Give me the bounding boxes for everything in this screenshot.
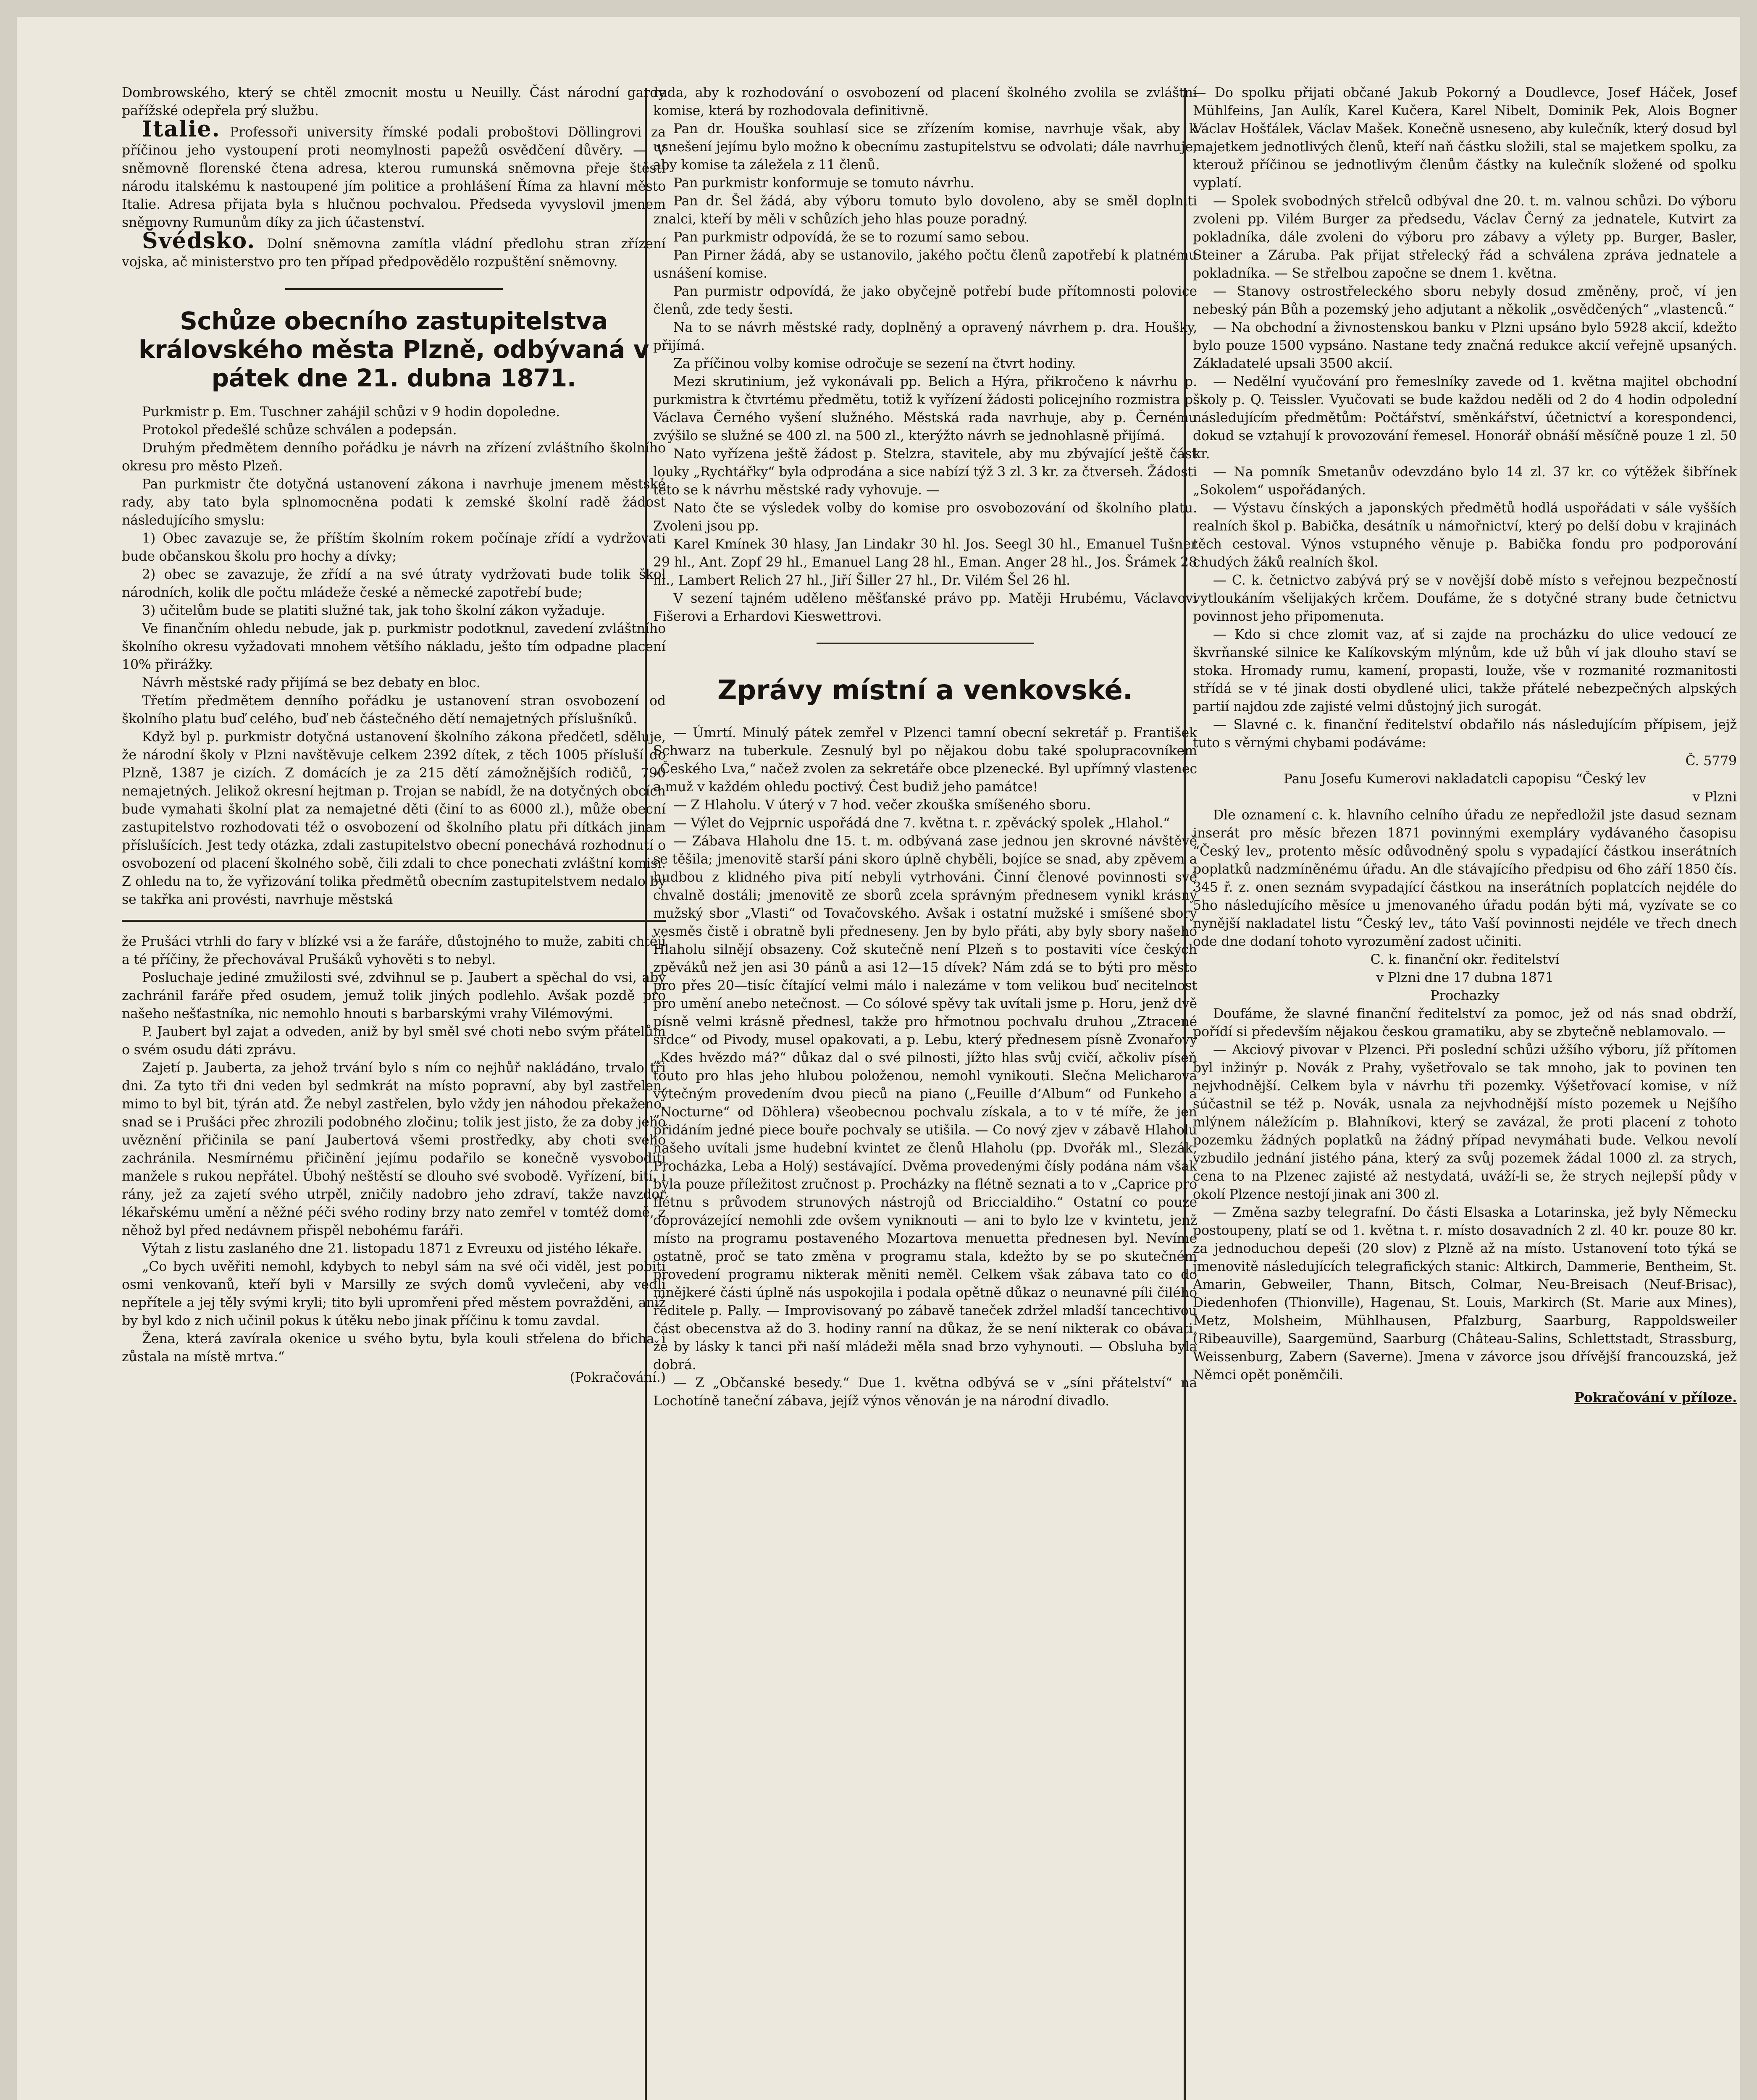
continuation-text: Dombrowského, který se chtěl zmocnit mostu u Neuilly. Část národní gardy pařížské odepřela prý službu. [122,85,666,118]
local-news-item: — Zábava Hlaholu dne 15. t. m. odbývaná zase jednou jen skrovné návštěvě se těšila; jmenovitě starší páni skoro úplně chyběli, bojíce se snad, aby zpěvem a hudbou z klidného piva pití nebyli vytrhováni. Činní členové povinnosti své chvalně dostáli; jmenovitě ze sborů zcela správným přednesem vynikl krásný mužský sbor „Vlasti“ od Tovačovského. Avšak i ostatní mužské i smíšené sbory vesměs čistě i obratně byli předneseny. Jen by bylo přáti, aby byly sbory našeho Hlaholu silnějí obsazeny. Což skutečně není Plzeň s to postaviti více českých zpěváků než jen asi 30 pánů a asi 12—15 dívek? Nám zdá se to býti pro město pro přes 20—tisíc čítající velmi málo i nalezáme v tom velikou buď necitelnost pro umění anebo netečnost. — Co sólové spěvy tak uvítali jsme p. Horu, jenž dvě písně velmi krásně přednesl, takže pro hřmotnou pochvalu druhou „Ztracené srdce“ od Pivody, musel opakovati, a p. Lebu, který přednesem písně Zvonařovy „Kdes hvězdo má?“ důkaz dal o své pilnosti, jížto hlas svůj cvičí, ačkoliv píseň touto pro hlas jeho hlubou položenou, nemohl vynikouti. Slečna Melicharova výtečným provedením dvou pieců na piano („Feuille d’Album“ od Funkeho a „Nocturne“ od Döhlera) všeobecnou pochvalu získala, a to v té míře, že jen přidáním jedné piece bouře pochvaly se utišila. — Co nový zjev v zábavě Hlaholu našeho uvítali jsme hudební kvintet ze členů Hlaholu (pp. Dvořák ml., Slezák, Procházka, Leba a Holý) sestávající. Dvěma provedenými čísly podána nám však byla pouze příležitost zručnost p. Procházky na flétně seznati a to v „Caprice pro flétnu s průvodem strunových nástrojů od Briccialdiho.“ Ostatní co pouze doprovázející nemohli zde ovšem vyniknouti — ani to bylo lze v kvintetu, jenž místo na programu postaveného Mozartova menuetta přednesen byl. Nevíme ostatně, proč se tato změna v programu stala, kdežto by se po skutečném provedení programu nikterak měniti neměl. Celkem však zábava tato co do mnějkeré části úplně nás uspokojila i podala opětně důkaz o neunavné píli čilého ředitele p. Pally. — Improvisovaný po zábavě taneček zdržel mladší tancechtivou část obecenstva až do 3. hodiny ranní na důkaz, že se není nikterak co obávati, že by lásky k tanci při naší mládeži měla snad brzo vyhynouti. — Obsluha byla dobrá. [653,834,1197,1373]
paragraph: Na to se návrh městské rady, doplněný a opravený návrhem p. dra. Houšky, přijímá. [653,320,1197,353]
paragraph: Za příčinou volby komise odročuje se sezení na čtvrt hodiny. [673,356,1076,371]
local-news-item: — Kdo si chce zlomit vaz, ať si zajde na procházku do ulice vedoucí ze škvrňanské silnice ke Kalíkovským mlýnům, kde už bůh ví jak dlouho staví se stoka. Hromady rumu, kamení, propasti, louže, vše v rozmanité rozmanitosti střídá se v té jinak dosti obydlené ulici, takže přátelé nebezpečných alpských partií najdou zde zajisté velmi důstojný jich surogát. [1193,627,1737,714]
local-news-item: — Na pomník Smetanův odevzdáno bylo 14 zl. 37 kr. co výtěžek šibřínek „Sokolem“ uspořádaných. [1193,465,1737,498]
document-body: Dle oznamení c. k. hlavního celního úřadu ze nepředložil jste dasud seznam inserát pro měsíc březen 1871 povinnými exempláry vydávaného časopisu “Český lev„ protento měsíc odůvodněný spolu s vypadající částkou inserátních poplatků nadzmíněnému úřadu. An dle stávajícího předpisu od 6ho září 1850 čís. 345 ř. z. onen seznám svypadající částkou na inserátních poplatcích nejdéle do 5ho následujícího měsíce u jmenovaného úřadu podán býti má, vyzívate se co nynější nakladatel listu “Český lev„ táto Vaší povinnosti nejdéle ve třech dnech ode dne dodaní tohoto vyrozumění zadost učiniti. [1193,808,1737,949]
paragraph: Protokol předešlé schůze schválen a podepsán. [142,423,457,438]
paragraph: Nato čte se výsledek volby do komise pro osvobozování od školního platu. Zvoleni jsou pp. [653,501,1197,534]
local-news-item: — Z Hlaholu. V úterý v 7 hod. večer zkouška smíšeného sboru. [673,798,1091,813]
local-news-item: — Z „Občanské besedy.“ Due 1. května odbývá se v „síni přátelství“ na Lochotíně taneční zábava, jejíž výnos věnován je na národní divadlo. [653,1376,1197,1409]
document-signature: C. k. finanční okr. ředitelství [1370,952,1560,967]
document-addressee: Panu Josefu Kumerovi nakladatcli capopisu “Český lev [1284,772,1646,787]
local-news-item: — Výstavu čínských a japonských předmětů hodlá uspořádati v sále vyšších realních škol p. Babička, desátník u námořnictví, který po delší dobu v krajinách těch cestoval. Výnos vstupného věnuje p. Babička fondu pro podporování chudých žáků realních škol. [1193,501,1737,570]
country-label-sweden: Švédsko. [142,228,256,254]
paragraph: V sezení tajném uděleno měšťanské právo pp. Matěji Hrubému, Václavovi Fišerovi a Erhardovi Kieswettrovi. [653,591,1197,624]
paragraph: Nato vyřízena ještě žádost p. Stelzra, stavitele, aby mu zbývající ještě část louky „Rychtářky“ byla odprodána a sice nabízí týž 3 zl. 3 kr. za čtverseh. Žádosti této se k návrhu městské rady vyhovuje. — [653,446,1197,498]
paragraph: Pan Pirner žádá, aby se ustanovilo, jakého počtu členů zapotřebí k platnému usnášení komise. [653,248,1197,281]
local-news-item: — Nedělní vyučování pro řemeslníky zavede od 1. května majitel obchodní školy p. Q. Teissler. Vyučovati se bude každou neděli od 2 do 4 hodin odpolední následujícím předmětům: Počtářství, směnkářství, účetnictví a korespondenci, dokud se vztahují k provozování řemesel. Honorář obnáší měsíčně pouze 1 zl. 50 kr. [1193,374,1737,462]
newspaper-page [17,17,1740,2100]
italy-news [122,116,666,232]
local-news-item: — Do spolku přijati občané Jakub Pokorný a Doudlevce, Josef Háček, Josef Mühlfeins, Jan Aulík, Karel Kučera, Karel Nibelt, Dominik Pek, Alois Bogner Václav Hošťálek, Václav Mašek. Konečně usneseno, aby kulečník, který dosud byl majetkem jednotlivých členů, kteří naň částku složili, stal se majetkem spolku, za kterouž příčinou se jednotlivým členům částky na kulečník složené od spolku vyplatí. [1193,85,1737,191]
story-paragraph: P. Jaubert byl zajat a odveden, aniž by byl směl své choti nebo svým přátelům o svém osudu dáti zprávu. [122,1024,666,1058]
continued-note: (Pokračování.) [570,1370,666,1385]
paragraph: 3) učitelům bude se platiti služné tak, jak toho školní zákon vyžaduje. [142,603,605,618]
feuilleton-divider [122,920,666,922]
article-heading: Schůze obecního zastupitelstva královského města Plzně, odbývaná v pátek dne 21. dubna 1871. [139,307,649,392]
local-news-item: — C. k. četnictvo zabývá prý se v novější době místo s veřejnou bezpečností vytloukáním všelijakých krčem. Doufáme, že s dotyčné strany bude četnictvu povinnost jeho připomenuta. [1193,573,1737,624]
local-news-heading: Zprávy místní a venkovské. [717,675,1133,706]
local-news-item: — Výlet do Vejprnic uspořádá dne 7. května t. r. zpěvácký spolek „Hlahol.“ [673,816,1170,831]
column-1 [122,84,666,2100]
paragraph: 1) Obec zavazuje se, že příštím školním rokem počínaje zřídí a vydržovati bude občanskou školu pro hochy a dívky; [122,531,666,564]
column-2 [653,84,1197,2100]
story-paragraph: Zajetí p. Jauberta, za jehož trvání bylo s ním co nejhůř nakládáno, trvalo tři dni. Za tyto tři dni veden byl sedmkrát na místo popravní, aby byl zastřelen, mimo to byl bit, týrán atd. Že nebyl zastřelen, bylo vždy jen náhodou překaženo, snad se i Prušáci přec zhrozili podobného zločinu; tolik jest jisto, že za doby jeho uvěznění přičinila se paní Jaubertová všemi prostředky, aby choti svého zachránila. Nesmírnému přičinění jejímu podařilo se konečně vysvoboditi manžele s rukou nepřátel. Úbohý neštěstí se dlouho své svobodě. Vyřízení, bití, i rány, jež za zajetí svého utrpěl, zničily nadobro jeho zdraví, takže navzdor lékařskému umění a něžné péči svého rodiny brzy nato zemřel v tomtéž domě, z něhož byl před nedávnem přispěl nebohému faráři. [122,1060,666,1238]
paragraph: Mezi skrutinium, jež vykonávali pp. Belich a Hýra, přikročeno k návrhu p. purkmistra k čtvrtému předmětu, totiž k vyřízení žádosti policejního rozmistra p. Václava Černého vyšení služného. Městská rada navrhuje, aby p. Černému zvýšilo se služné se 400 zl. na 500 zl., kterýžto návrh se jednohlasně přijímá. [653,374,1197,444]
sweden-text: Dolní sněmovna zamítla vládní předlohu stran zřízení vojska, ač ministerstvo pro ten případ předpovědělo rozpuštění sněmovny. [122,236,666,270]
section-divider [285,288,503,290]
story-paragraph: Posluchaje jediné zmužilosti své, zdvihnul se p. Jaubert a spěchal do vsi, aby zachránil faráře před osudem, jemuž tolik jiných podlehlo. Avšak pozdě pro našeho nešťastníka, nic nemohlo hnouti s barbarskými vrahy Vilémovými. [122,970,666,1021]
local-news-item: — Spolek svobodných střelců odbýval dne 20. t. m. valnou schůzi. Do výboru zvoleni pp. Vilém Burger za předsedu, Václav Černý za jednatele, Kutvirt za pokladníka, dále zvoleni do výboru pro zábavy a výlety pp. Burger, Basler, Steiner a Záruba. Pak přijat střelecký řád a schválena zpráva jednatele a pokladníka. — Se střelbou započne se dnem 1. května. [1193,194,1737,281]
paragraph: Když byl p. purkmistr dotyčná ustanovení školního zákona předčetl, sděluje, že národní školy v Plzni navštěvuje celkem 2392 dítek, z těch 1005 přísluší do Plzně, 1387 je cizích. Z domácích je za 215 dětí zámožnějších rodičů, 790 nemajetných. Jelikož okresní hejtman p. Trojan se nabídl, že na dotyčných obcích bude vymahati školní plat za nemajetné děti (činí to as 6000 zl.), může obecní zastupitelstvo rozhodovati též o osvobození od školního platu při dítkách jinam příslušících. Jest tedy otázka, zdali zastupitelstvo obecní ponechává rozhodnutí o osvobození od placení školného sobě, čili zdali to chce ponechati zvláštní komisi. Z ohledu na to, že vyřizování tolika předmětů obecním zastupitelstvem nedalo by se takřka ani provésti, navrhuje městská [122,730,666,907]
paragraph: Návrh městské rady přijímá se bez debaty en bloc. [142,675,481,690]
document-addressee-city: v Plzni [1692,790,1737,805]
paragraph: Purkmistr p. Em. Tuschner zahájil schůzi v 9 hodin dopoledne. [142,404,560,420]
local-news-item: — Slavné c. k. finanční ředitelství obdařilo nás následujícím přípisem, jejž tuto s věrnými chybami podáváme: [1193,717,1737,751]
paragraph: Doufáme, že slavné finanční ředitelství za pomoc, jež od nás snad obdrží, pořídí si především nějakou českou gramatiku, aby se zbytečně neblamovalo. — [1193,1006,1737,1040]
paragraph: Ve finančním ohledu nebude, jak p. purkmistr podotknul, zavedení zvláštního školního okresu vyžadovati mnohem většího nákladu, ješto tím odpadne placení 10% přirážky. [122,621,666,672]
local-news-item: — Stanovy ostrostřeleckého sboru nebyly dosud změněny, proč, ví jen nebeský pán Bůh a pozemský jeho adjutant a několik „osvědčených“ „vlastenců.“ [1193,284,1737,317]
local-news-item: — Na obchodní a živnostenskou banku v Plzni upsáno bylo 5928 akcií, kdežto bylo pouze 1500 vypsáno. Nastane tedy značná redukce akcií veřejně upsaných. Základatelé upsali 3500 akcií. [1193,320,1737,371]
paragraph: Pan purkmistr odpovídá, že se to rozumí samo sebou. [673,230,1030,245]
story-paragraph: že Prušáci vtrhli do fary v blízké vsi a že faráře, důstojného to muže, zabiti chtějí a té příčiny, že přechovával Prušáků vyhověti s to nebyl. [122,934,666,967]
sweden-news [122,228,666,271]
paragraph: Pan purkmistr čte dotyčná ustanovení zákona i navrhuje jmenem městské rady, aby tato byla splnomocněna podati k zemské školní radě žádost následujícího smyslu: [122,477,666,528]
paragraph: Pan purmistr odpovídá, že jako obyčejně potřebí bude přítomnosti polovice členů, zde tedy šesti. [653,284,1197,317]
paragraph: Druhým předmětem denního pořádku je návrh na zřízení zvláštního školního okresu pro město Plzeň. [122,441,666,474]
paragraph: Pan dr. Houška souhlasí sice se zřízením komise, navrhuje však, aby k usnešení jejímu bylo možno k obecnímu zastupitelstvu se odvolati; dále navrhuje, aby komise ta záležela z 11 členů. [653,121,1197,173]
paragraph: 2) obec se zavazuje, že zřídí a na své útraty vydržovati bude tolik škol národních, kolik dle počtu mládeže české a německé zapotřebí bude; [122,567,666,600]
continued-in-supplement: Pokračování v příloze. [1574,1390,1737,1405]
document-date: v Plzni dne 17 dubna 1871 [1376,970,1554,985]
story-paragraph: Žena, která zavírala okenice u svého bytu, byla kouli střelena do břicha i zůstala na místě mrtva.“ [122,1331,666,1365]
paragraph: rada, aby k rozhodování o osvobození od placení školného zvolila se zvláštní komise, která by rozhodovala definitivně. [653,85,1197,118]
country-label-italy: Italie. [142,116,221,142]
italy-text: Professoři university římské podali proboštovi Döllingrovi za příčinou jeho vystoupení proti neomylnosti papežů osvědčení důvěry. — V sněmovně florenské čtena adresa, kterou rumunská sněmovna přeje štěstí národu italskému k nastoupené jím politice a prohlášení Říma za hlavní město Italie. Adresa přijata byla s hlučnou pochvalou. Předseda vyvyslovil jmenem sněmovny Rumunům díky za jich účastenství. [122,125,666,230]
paragraph: Pan purkmistr konformuje se tomuto návrhu. [673,176,974,191]
document-signer: Prochazky [1430,988,1500,1003]
paragraph: Pan dr. Šel žádá, aby výboru tomuto bylo dovoleno, aby se směl doplniti znalci, kteří by měli v schůzích jeho hlas pouze poradný. [653,194,1197,227]
story-paragraph: „Co bych uvěřiti nemohl, kdybych to nebyl sám na své oči viděl, jest pobití osmi venkovanů, kteří byli v Marsilly ze svých domů vyvlečeni, aby vedli nepřítele a jej těly svými kryli; tito byli upromřeni před městem povražděni, aniž by byl kdo z nich učinil pokus k útěku nebo jinak příčinu k tomu zavdal. [122,1259,666,1328]
column-3 [1193,84,1737,2100]
paragraph: Třetím předmětem denního pořádku je ustanovení stran osvobození od školního platu buď celého, buď neb částečného dětí nemajetných příslušníků. [122,693,666,727]
document-number: Č. 5779 [1685,753,1737,769]
local-news-item: — Úmrtí. Minulý pátek zemřel v Plzenci tamní obecní sekretář p. František Schwarz na tuberkule. Zesnulý byl po nějakou dobu také spolupracovníkem „Českého Lva,“ načež zvolen za sekretáře obce plzenecké. Byl upřímný vlastenec a muž v každém ohledu poctivý. Čest budiž jeho památce! [653,725,1197,795]
local-news-item: — Změna sazby telegrafní. Do části Elsaska a Lotarinska, jež byly Německu postoupeny, platí se od 1. května t. r. místo dosavadních 2 zl. 40 kr. pouze 80 kr. za jednoduchou depeši (20 slov) z Plzně až na místo. Ustanovení toto týká se jmenovitě následujících telegrafických stanic: Altkirch, Dammerie, Bentheim, St. Amarin, Gebweiler, Thann, Bitsch, Colmar, Neu-Breisach (Neuf-Brisac), Diedenhofen (Thionville), Hagenau, St. Louis, Markirch (St. Marie aux Mines), Metz, Molsheim, Mühlhausen, Pfalzburg, Saarburg, Rappoldsweiler (Ribeauville), Saargemünd, Saarburg (Château-Salins, Schlettstadt, Strassburg, Weissenburg, Zabern (Saverne). Jmena v závorce jsou dřívější francouzská, jež Němci opět poněmčili. [1193,1205,1737,1383]
section-divider [817,643,1034,644]
local-news-item: — Akciový pivovar v Plzenci. Při poslední schůzi užšího výboru, jíž přítomen byl inžinýr p. Novák z Prahy, vyšetřovalo se tak mnoho, jak to povinen ten nejvhodnější. Celkem byla v návrhu tři pozemky. Výšetřovací komise, v níž súčastnil se též p. Novák, usnala za nejvhodnější místo pozemek u Nejšího mlýnem náležícím p. Blahníkovi, který se zavázal, že proti placení z tohoto pozemku žádných poplatků na žádný případ nevymáhati bude. Velkou nevolí vzbudilo jednání jistého pána, který za svůj pozemek žádal 1000 zl. za strych, cena to na Plzenec zajisté až nestydatá, uváží-li se, že strych nejlepší půdy v okolí Plzence nestojí jinak ani 300 zl. [1193,1042,1737,1202]
story-paragraph: Výtah z listu zaslaného dne 21. listopadu 1871 z Evreuxu od jistého lékaře. [142,1241,642,1256]
paragraph: Karel Kmínek 30 hlasy, Jan Lindakr 30 hl. Jos. Seegl 30 hl., Emanuel Tušner 29 hl., Ant. Zopf 29 hl., Emanuel Lang 28 hl., Eman. Anger 28 hl., Jos. Šrámek 28 hl., Lambert Relich 27 hl., Jiří Šiller 27 hl., Dr. Vilém Šel 26 hl. [653,537,1197,588]
